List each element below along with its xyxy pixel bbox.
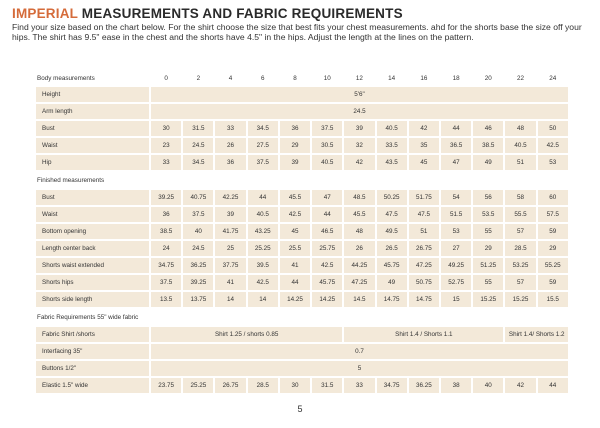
- page-number: 5: [297, 404, 303, 414]
- table-cell: 49: [472, 154, 504, 171]
- table-cell: 47.5: [408, 206, 440, 223]
- table-cell: 51: [408, 223, 440, 240]
- table-cell: 29: [279, 137, 311, 154]
- table-cell: 39.5: [247, 257, 279, 274]
- title-rest: MEASUREMENTS AND FABRIC REQUIREMENTS: [77, 6, 403, 21]
- spanning-value: 0.7: [150, 343, 569, 360]
- table-cell: 27.5: [247, 137, 279, 154]
- table-cell: 40.5: [311, 154, 343, 171]
- table-cell: 47: [440, 154, 472, 171]
- table-cell: 26: [214, 137, 246, 154]
- table-cell: 42.5: [247, 274, 279, 291]
- section-row: [35, 308, 569, 326]
- page-title: [12, 6, 403, 21]
- row-label: Waist: [35, 137, 150, 154]
- table-cell: 49.25: [440, 257, 472, 274]
- elastic-row: [35, 377, 569, 394]
- spanning-value: Shirt 1.4 / Shorts 1.1: [343, 326, 504, 343]
- row-label: Shorts waist extended: [35, 257, 150, 274]
- table-cell: 39: [279, 154, 311, 171]
- table-cell: 52.75: [440, 274, 472, 291]
- table-row: [35, 240, 569, 257]
- spanning-value: 5: [150, 360, 569, 377]
- table-cell: 42: [408, 120, 440, 137]
- table-cell: 28.5: [504, 240, 536, 257]
- table-cell: 57: [504, 274, 536, 291]
- table-cell: 39: [214, 206, 246, 223]
- table-cell: 51.75: [408, 189, 440, 206]
- size-column-header: 8: [279, 71, 311, 86]
- table-cell: 33: [214, 120, 246, 137]
- section-row: [35, 171, 569, 189]
- size-column-header: 12: [343, 71, 375, 86]
- table-cell: 14: [247, 291, 279, 308]
- table-cell: 24: [150, 240, 182, 257]
- table-cell: 13.5: [150, 291, 182, 308]
- table-cell: 36: [150, 206, 182, 223]
- table-cell: 55.25: [537, 257, 569, 274]
- table-cell: 49.5: [376, 223, 408, 240]
- table-cell: 36.25: [182, 257, 214, 274]
- row-label: Buttons 1/2": [35, 360, 150, 377]
- table-cell: 57.5: [537, 206, 569, 223]
- table-cell: 45.75: [311, 274, 343, 291]
- table-cell: 55: [472, 223, 504, 240]
- table-cell: 44: [279, 274, 311, 291]
- table-cell: 38: [440, 377, 472, 394]
- table-cell: 54: [440, 189, 472, 206]
- size-column-header: 16: [408, 71, 440, 86]
- buttons-row: [35, 360, 569, 377]
- table-cell: 48: [343, 223, 375, 240]
- table-cell: 45.75: [376, 257, 408, 274]
- table-cell: 51.25: [472, 257, 504, 274]
- row-label: Length center back: [35, 240, 150, 257]
- section-heading: Fabric Requirements 55" wide fabric: [35, 308, 569, 326]
- fabric-shirt-row: [35, 326, 569, 343]
- size-column-header: 24: [537, 71, 569, 86]
- size-column-header: 14: [376, 71, 408, 86]
- table-cell: 15.25: [504, 291, 536, 308]
- row-label: Shorts side length: [35, 291, 150, 308]
- table-cell: 60: [537, 189, 569, 206]
- table-cell: 42: [504, 377, 536, 394]
- table-cell: 41: [214, 274, 246, 291]
- table-row: [35, 137, 569, 154]
- table-row: [35, 103, 569, 120]
- table-cell: 26.75: [214, 377, 246, 394]
- row-label: Hip: [35, 154, 150, 171]
- table-cell: 35: [408, 137, 440, 154]
- table-cell: 30: [279, 377, 311, 394]
- table-cell: 42.5: [537, 137, 569, 154]
- table-cell: 42.5: [311, 257, 343, 274]
- table-cell: 37.5: [182, 206, 214, 223]
- table-cell: 50.75: [408, 274, 440, 291]
- table-row: [35, 206, 569, 223]
- table-cell: 13.75: [182, 291, 214, 308]
- row-label: Bust: [35, 189, 150, 206]
- table-cell: 29: [472, 240, 504, 257]
- table-cell: 24.5: [182, 137, 214, 154]
- table-cell: 14: [214, 291, 246, 308]
- section-heading: Body measurements: [35, 71, 150, 86]
- table-cell: 14.75: [376, 291, 408, 308]
- table-cell: 38.5: [472, 137, 504, 154]
- size-column-header: 20: [472, 71, 504, 86]
- table-cell: 33: [150, 154, 182, 171]
- table-cell: 34.5: [247, 120, 279, 137]
- table-cell: 23.75: [150, 377, 182, 394]
- table-cell: 34.5: [182, 154, 214, 171]
- table-cell: 44.25: [343, 257, 375, 274]
- table-cell: 45: [279, 223, 311, 240]
- row-label: Bust: [35, 120, 150, 137]
- table-cell: 50: [537, 120, 569, 137]
- table-cell: 31.5: [311, 377, 343, 394]
- table-cell: 14.25: [311, 291, 343, 308]
- table-cell: 29: [537, 240, 569, 257]
- table-cell: 59: [537, 274, 569, 291]
- table-cell: 38.5: [150, 223, 182, 240]
- table-cell: 45.5: [279, 189, 311, 206]
- table-cell: 26: [343, 240, 375, 257]
- size-column-header: 6: [247, 71, 279, 86]
- table-cell: 37.5: [150, 274, 182, 291]
- table-cell: 40: [182, 223, 214, 240]
- table-cell: 36: [214, 154, 246, 171]
- table-row: [35, 291, 569, 308]
- table-cell: 34.75: [376, 377, 408, 394]
- spanning-value: 5'6": [150, 86, 569, 103]
- size-column-header: 0: [150, 71, 182, 86]
- table-cell: 25: [214, 240, 246, 257]
- table-cell: 25.25: [247, 240, 279, 257]
- table-cell: 45: [408, 154, 440, 171]
- table-cell: 47: [311, 189, 343, 206]
- size-header-row: [35, 71, 569, 86]
- table-cell: 23: [150, 137, 182, 154]
- row-label: Bottom opening: [35, 223, 150, 240]
- table-cell: 55: [472, 274, 504, 291]
- table-cell: 39: [343, 120, 375, 137]
- row-label: Fabric Shirt /shorts: [35, 326, 150, 343]
- table-cell: 26.5: [376, 240, 408, 257]
- table-cell: 53.25: [504, 257, 536, 274]
- spanning-value: Shirt 1.4/ Shorts 1.2: [504, 326, 569, 343]
- table-cell: 48: [504, 120, 536, 137]
- table-cell: 51.5: [440, 206, 472, 223]
- table-cell: 43.5: [376, 154, 408, 171]
- table-cell: 25.25: [182, 377, 214, 394]
- table-cell: 15.25: [472, 291, 504, 308]
- table-cell: 32: [343, 137, 375, 154]
- table-cell: 36.5: [440, 137, 472, 154]
- spanning-value: Shirt 1.25 / shorts 0.85: [150, 326, 343, 343]
- table-cell: 44: [247, 189, 279, 206]
- table-cell: 41: [279, 257, 311, 274]
- section-heading: Finished measurements: [35, 171, 569, 189]
- table-cell: 43.25: [247, 223, 279, 240]
- table-cell: 37.5: [311, 120, 343, 137]
- table-cell: 27: [440, 240, 472, 257]
- size-column-header: 18: [440, 71, 472, 86]
- table-cell: 25.75: [311, 240, 343, 257]
- table-cell: 46: [472, 120, 504, 137]
- interfacing-row: [35, 343, 569, 360]
- table-cell: 50.25: [376, 189, 408, 206]
- table-cell: 24.5: [182, 240, 214, 257]
- table-row: [35, 223, 569, 240]
- table-row: [35, 274, 569, 291]
- size-column-header: 10: [311, 71, 343, 86]
- table-row: [35, 120, 569, 137]
- table-cell: 14.75: [408, 291, 440, 308]
- table-cell: 56: [472, 189, 504, 206]
- table-cell: 59: [537, 223, 569, 240]
- table-cell: 47.25: [343, 274, 375, 291]
- title-accent: IMPERIAL: [12, 6, 78, 21]
- table-cell: 44: [440, 120, 472, 137]
- table-cell: 48.5: [343, 189, 375, 206]
- table-cell: 39.25: [182, 274, 214, 291]
- table-cell: 26.75: [408, 240, 440, 257]
- table-cell: 45.5: [343, 206, 375, 223]
- table-cell: 40: [472, 377, 504, 394]
- size-column-header: 2: [182, 71, 214, 86]
- row-label: Shorts hips: [35, 274, 150, 291]
- table-cell: 36: [279, 120, 311, 137]
- table-cell: 42.5: [279, 206, 311, 223]
- table-cell: 44: [311, 206, 343, 223]
- table-cell: 40.5: [376, 120, 408, 137]
- table-cell: 53: [537, 154, 569, 171]
- table-cell: 47.5: [376, 206, 408, 223]
- table-cell: 42: [343, 154, 375, 171]
- table-cell: 40.5: [504, 137, 536, 154]
- table-cell: 34.75: [150, 257, 182, 274]
- table-cell: 57: [504, 223, 536, 240]
- size-column-header: 22: [504, 71, 536, 86]
- table-cell: 42.25: [214, 189, 246, 206]
- table-cell: 39.25: [150, 189, 182, 206]
- table-row: [35, 189, 569, 206]
- row-label: Height: [35, 86, 150, 103]
- table-cell: 40.5: [247, 206, 279, 223]
- table-cell: 25.5: [279, 240, 311, 257]
- measurement-table: [34, 71, 570, 395]
- spanning-value: 24.5: [150, 103, 569, 120]
- table-cell: 33: [343, 377, 375, 394]
- table-cell: 40.75: [182, 189, 214, 206]
- table-cell: 51: [504, 154, 536, 171]
- table-cell: 15: [440, 291, 472, 308]
- table-cell: 28.5: [247, 377, 279, 394]
- table-cell: 55.5: [504, 206, 536, 223]
- table-cell: 30.5: [311, 137, 343, 154]
- table-cell: 14.25: [279, 291, 311, 308]
- table-cell: 44: [537, 377, 569, 394]
- table-cell: 49: [376, 274, 408, 291]
- table-cell: 46.5: [311, 223, 343, 240]
- table-cell: 41.75: [214, 223, 246, 240]
- table-row: [35, 86, 569, 103]
- row-label: Elastic 1.5" wide: [35, 377, 150, 394]
- row-label: Interfacing 35": [35, 343, 150, 360]
- table-cell: 58: [504, 189, 536, 206]
- table-cell: 37.75: [214, 257, 246, 274]
- table-cell: 30: [150, 120, 182, 137]
- table-cell: 36.25: [408, 377, 440, 394]
- row-label: Waist: [35, 206, 150, 223]
- table-cell: 37.5: [247, 154, 279, 171]
- table-cell: 14.5: [343, 291, 375, 308]
- table-cell: 53: [440, 223, 472, 240]
- row-label: Arm length: [35, 103, 150, 120]
- table-cell: 53.5: [472, 206, 504, 223]
- table-row: [35, 154, 569, 171]
- intro-paragraph: Find your size based on the chart below. For the shirt choose the size that best fits your chest measurements. ahd for the shorts base the size off your hips. The shirt has 9.5" ease in the chest and the shorts have 4.5" in the hips. Adjust the length at the lines on the pattern.: [12, 22, 582, 43]
- table-cell: 47.25: [408, 257, 440, 274]
- table-cell: 15.5: [537, 291, 569, 308]
- table-cell: 33.5: [376, 137, 408, 154]
- table-row: [35, 257, 569, 274]
- table-cell: 31.5: [182, 120, 214, 137]
- size-column-header: 4: [214, 71, 246, 86]
